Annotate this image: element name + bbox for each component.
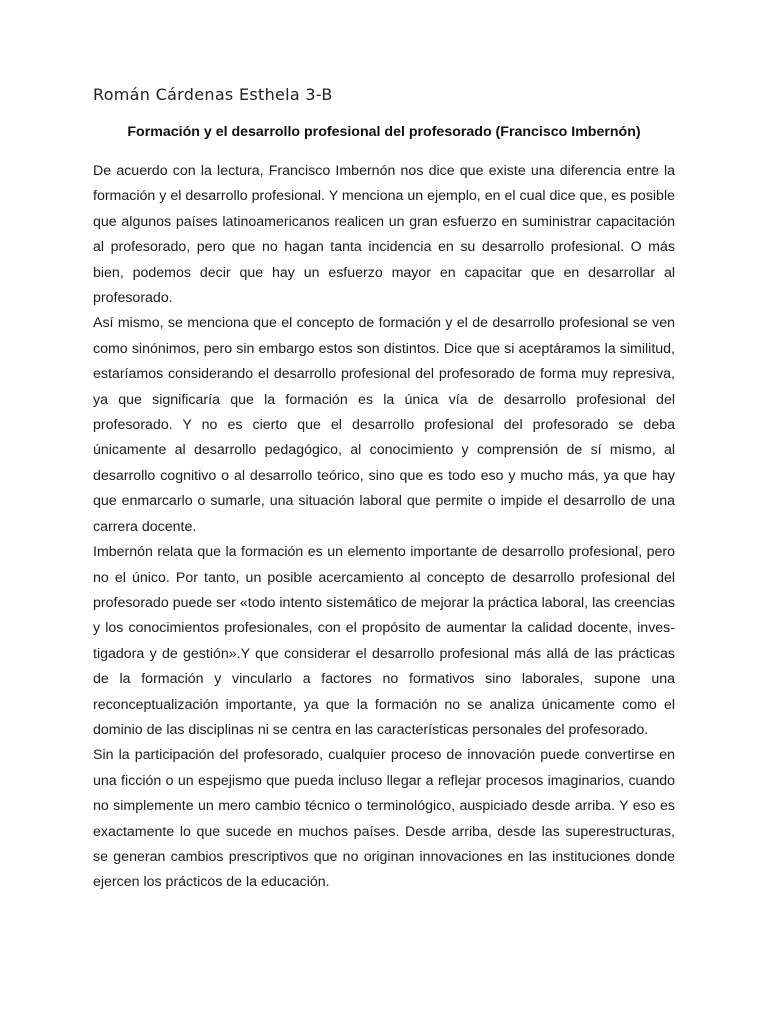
paragraph: Sin la participación del profesorado, cualquier proceso de innovación puede convertirse en una ficción o un espejismo que pueda incluso llegar a reflejar procesos imaginarios, cuando no simplemente un mero cambio técnico o terminológico, auspiciado desde arriba. Y eso es exactamente lo que sucede en muchos países. Desde arriba, desde las superestructuras, se generan cambios prescriptivos que no originan innovaciones en las instituciones donde ejercen los prácticos de la educación. xyxy=(93,747,675,891)
paragraph: De acuerdo con la lectura, Francisco Imbernón nos dice que existe una diferencia entre la formación y el desarrollo profesional. Y menciona un ejemplo, en el cual dice que, es posible que algunos países latinoamericanos realicen un gran esfuerzo en suministrar capacitación al profesorado, pero que no hagan tanta incidencia en su desarrollo profesional. O más bien, podemos decir que hay un esfuerzo mayor en capacitar que en desarrollar al profesorado. xyxy=(93,163,675,307)
author-line: Román Cárdenas Esthela 3-B xyxy=(93,85,333,104)
document-title: Formación y el desarrollo profesional del profesorado (Francisco Imbernón) xyxy=(127,124,641,140)
document-body xyxy=(93,159,675,896)
paragraph: Así mismo, se menciona que el concepto de formación y el de desarrollo profesional se ven como sinónimos, pero sin embargo estos son distintos. Dice que si aceptáramos la similitud, estaríamos considerando el desarrollo profesional del profesorado de forma muy represiva, ya que significaría que la formación es la única vía de desarrollo profesional del profesorado. Y no es cierto que el desarrollo profesional del profesorado se deba únicamente al desarrollo pedagógico, al conocimiento y comprensión de sí mismo, al desarrollo cognitivo o al desarrollo teórico, sino que es todo eso y mucho más, ya que hay que enmarcarlo o sumarle, una situación laboral que permite o impide el desarrollo de una carrera docente. xyxy=(93,315,675,535)
paragraph: Imbernón relata que la formación es un elemento importante de desarrollo profesional, pero no el único. Por tanto, un posible acercamiento al concepto de desarrollo profesional del profesorado puede ser «todo intento sistemático de mejorar la práctica laboral, las creencias y los conocimientos profesionales, con el propósito de aumentar la calidad docente, inves- tigadora y de gestión».Y que considerar el desarrollo profesional más allá de las prácticas de la formación y vincularlo a factores no formativos sino laborales, supone una reconceptualización importante, ya que la formación no se analiza únicamente como el dominio de las disciplinas ni se centra en las características personales del profesorado. xyxy=(93,544,675,738)
